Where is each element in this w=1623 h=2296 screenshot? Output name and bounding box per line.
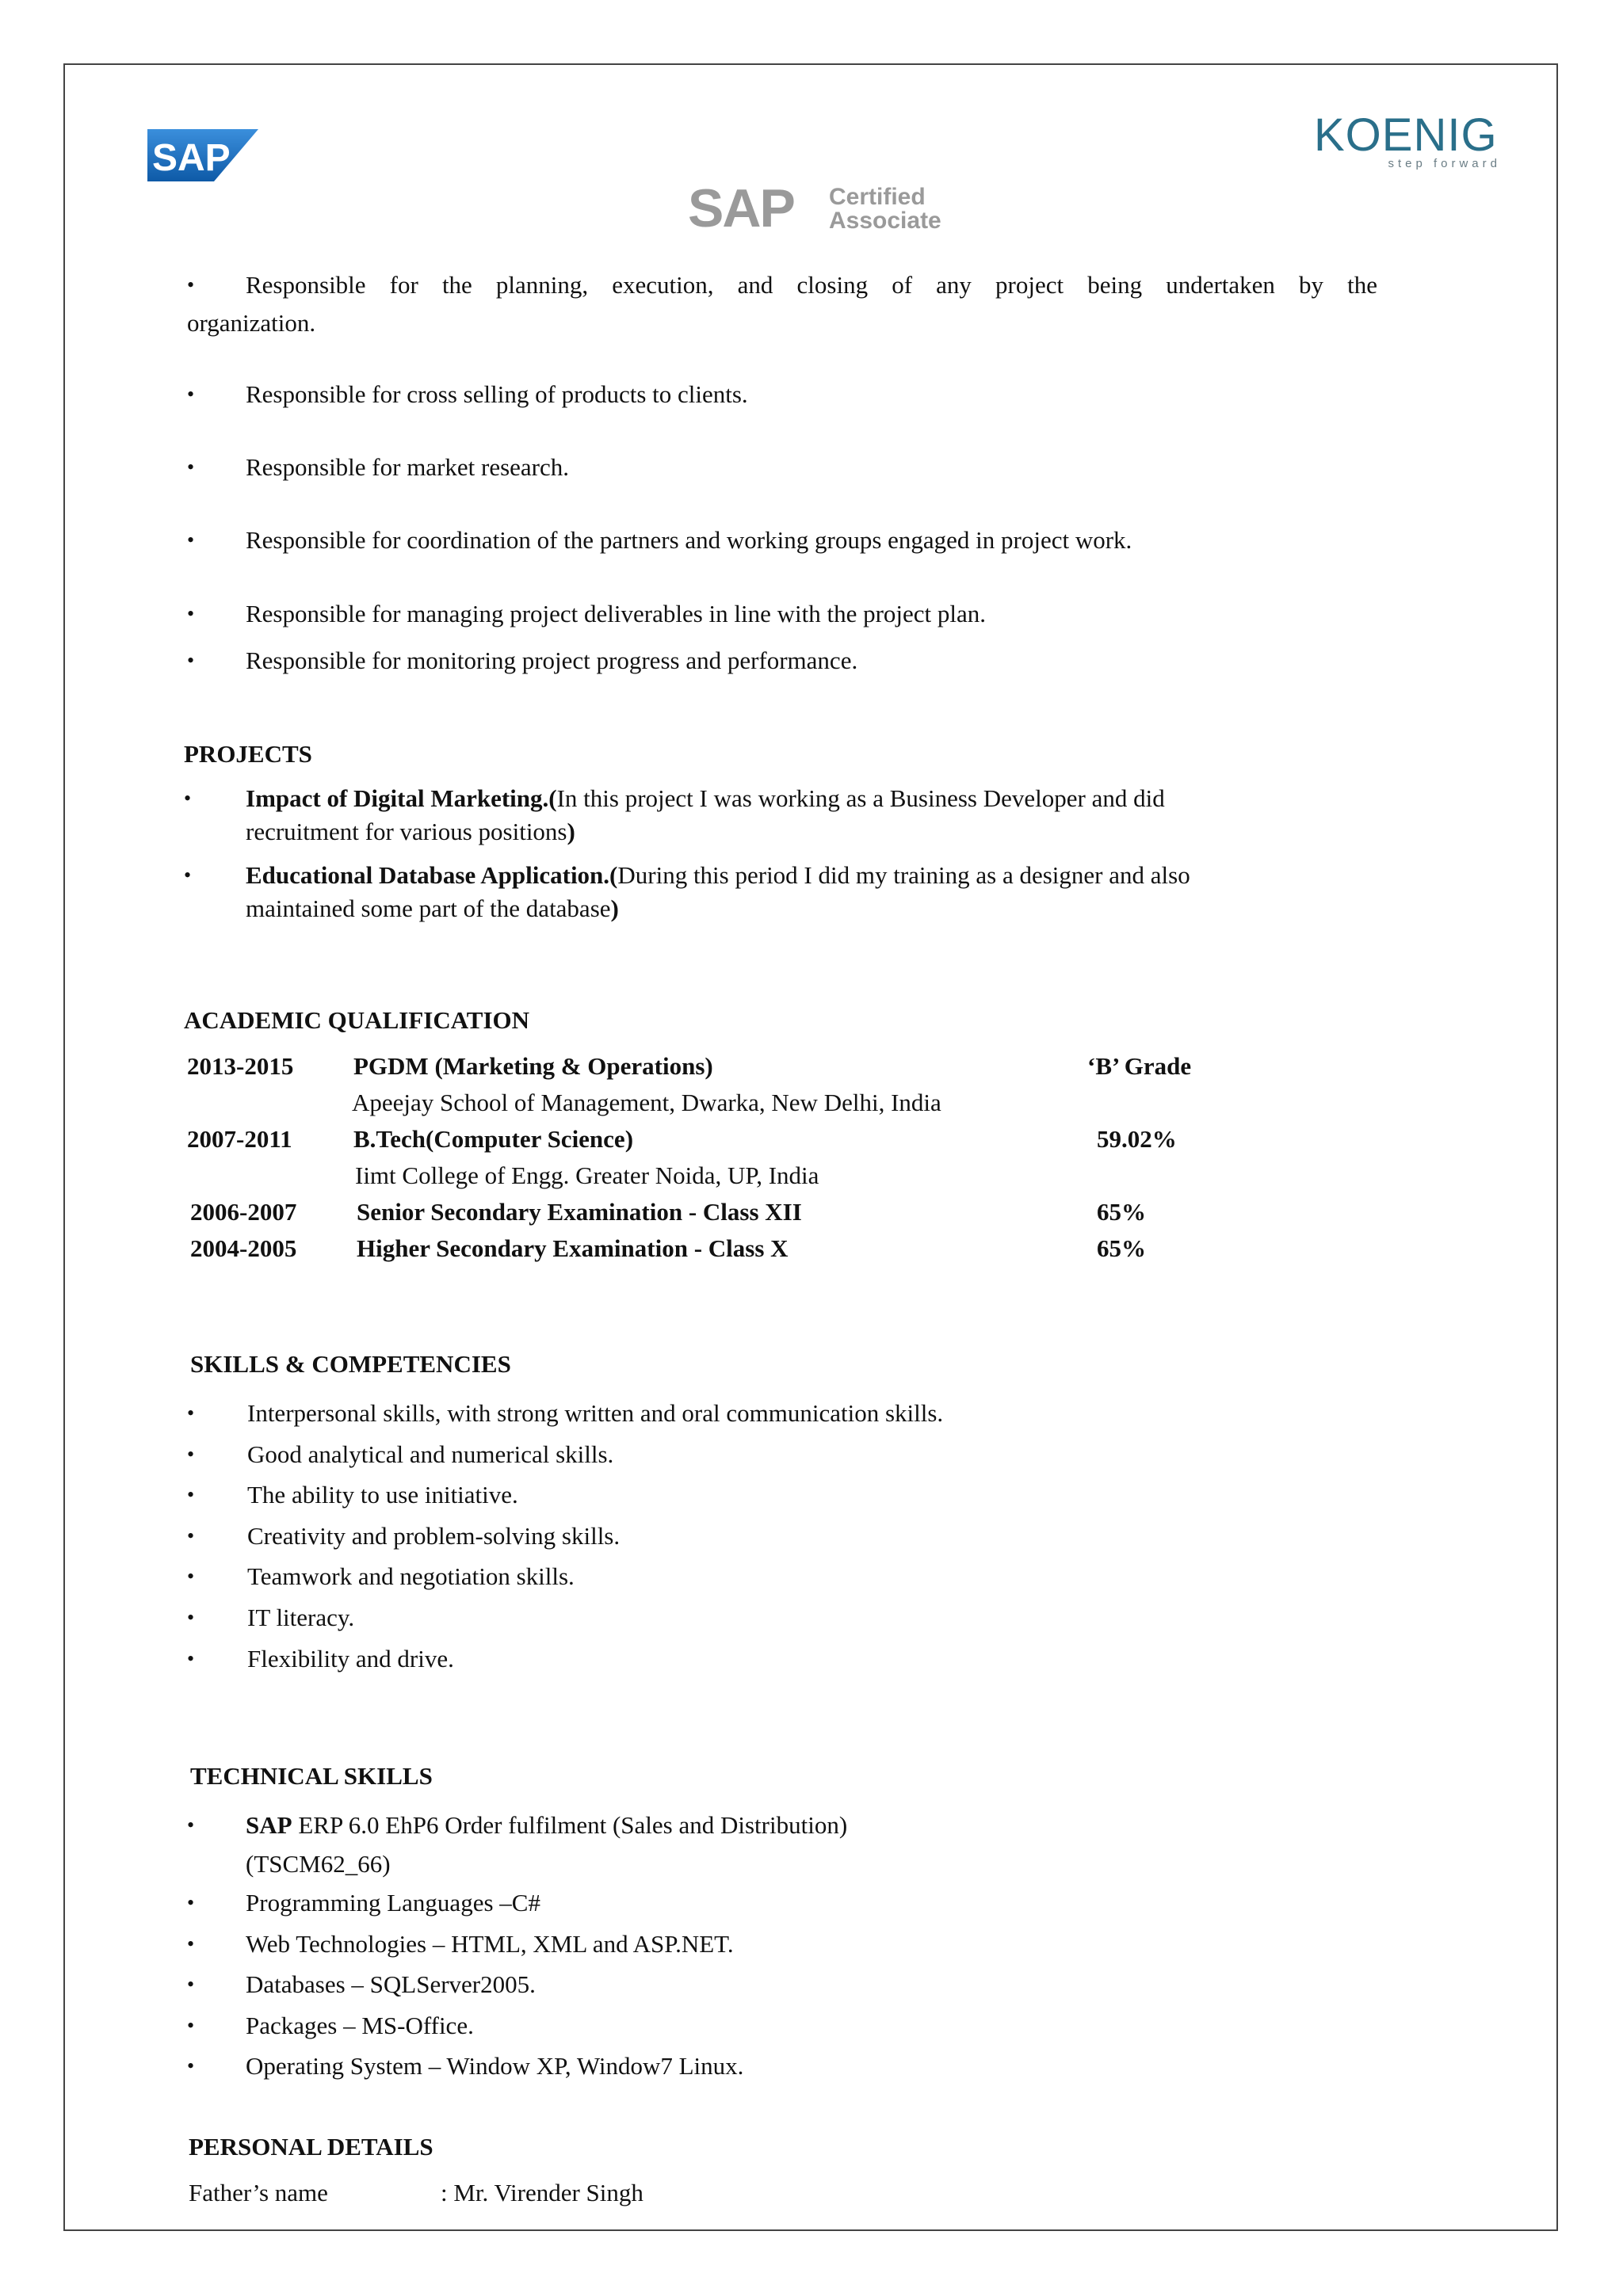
bullet: • [187, 649, 195, 672]
skill-item: Teamwork and negotiation skills. [247, 1562, 575, 1591]
technical-skill-item: Databases – SQLServer2005. [246, 1970, 536, 1999]
word: any [936, 271, 972, 299]
skill-item: Interpersonal skills, with strong written and oral communication skills. [247, 1399, 944, 1427]
father-name-label: Father’s name [189, 2179, 328, 2206]
technical-skills-heading: TECHNICAL SKILLS [190, 1762, 433, 1790]
technical-skill-item: Operating System – Window XP, Window7 Linux. [246, 2052, 744, 2081]
responsibility-item-cont: organization. [187, 309, 316, 337]
academic-institute: Apeejay School of Management, Dwarka, New Delhi, India [352, 1089, 941, 1116]
academic-institute: Iimt College of Engg. Greater Noida, UP, India [355, 1161, 819, 1189]
project-description: recruitment for various positions [246, 818, 567, 845]
bullet: • [184, 787, 192, 810]
word: for [389, 271, 418, 299]
technical-skill-item: Programming Languages –C# [246, 1889, 540, 1917]
bullet: • [187, 456, 195, 479]
responsibility-item: Responsible for managing project deliverables in line with the project plan. [246, 600, 987, 627]
project-description: During this period I did my training as a designer and also [617, 861, 1190, 889]
bullet: • [187, 1814, 195, 1836]
skill-item: The ability to use initiative. [247, 1481, 518, 1509]
skill-item: Creativity and problem-solving skills. [247, 1521, 621, 1550]
responsibility-item: Responsible for monitoring project progress and performance. [246, 646, 858, 674]
project-title: Educational Database Application.( [246, 861, 618, 889]
bullet: • [187, 1606, 195, 1629]
bullet: • [184, 864, 192, 887]
word: execution, [612, 271, 714, 299]
project-description: In this project I was working as a Business Developer and did [556, 784, 1165, 812]
skill-item: Flexibility and drive. [247, 1644, 454, 1672]
bullet: • [187, 602, 195, 625]
responsibility-item: Responsible for coordination of the partners and working groups engaged in project work. [246, 526, 1132, 554]
project-title: Impact of Digital Marketing.( [246, 784, 557, 812]
bullet: • [187, 1524, 195, 1547]
academic-year: 2013-2015 [187, 1052, 294, 1080]
responsibility-item: Responsible for cross selling of products to clients. [246, 380, 748, 408]
word: Responsible [246, 271, 366, 299]
word: undertaken [1166, 271, 1275, 299]
academic-degree: Senior Secondary Examination - Class XII [357, 1198, 802, 1226]
bullet: • [187, 2054, 195, 2078]
project-item [246, 783, 1165, 814]
bullet: • [187, 528, 195, 551]
academic-grade: 65% [1097, 1234, 1146, 1262]
project-description: maintained some part of the database [246, 894, 611, 922]
word: the [441, 271, 472, 299]
skill-item: IT literacy. [247, 1604, 355, 1631]
projects-heading: PROJECTS [184, 740, 312, 768]
project-item [246, 860, 1190, 891]
project-close-paren: ) [567, 818, 575, 845]
academic-grade: 65% [1097, 1198, 1146, 1226]
project-item-cont [246, 816, 575, 848]
academic-degree: B.Tech(Computer Science) [353, 1125, 634, 1153]
bullet: • [187, 1402, 195, 1425]
bullet: • [187, 1442, 195, 1466]
sap-description: ERP 6.0 EhP6 Order fulfilment (Sales and Distribution) [292, 1811, 848, 1839]
father-name-value: : Mr. Virender Singh [441, 2179, 643, 2206]
word: closing [796, 271, 869, 299]
academic-degree: PGDM (Marketing & Operations) [353, 1052, 713, 1080]
skills-heading: SKILLS & COMPETENCIES [190, 1350, 511, 1378]
academic-grade: 59.02% [1097, 1125, 1177, 1153]
koenig-logo: KOENIG step forward [1314, 109, 1501, 170]
sap-certified-associate-logo: SAP Certified Associate [688, 178, 941, 238]
bullet: • [187, 1932, 195, 1955]
academic-degree: Higher Secondary Examination - Class X [357, 1234, 789, 1262]
project-item-cont [246, 893, 619, 925]
bullet: • [187, 1973, 195, 1997]
word: being [1087, 271, 1143, 299]
bullet: • [187, 383, 195, 406]
word: the [1347, 271, 1377, 299]
academic-year: 2004-2005 [190, 1234, 297, 1262]
sap-logo [147, 129, 258, 183]
bullet: • [187, 1646, 195, 1670]
word: by [1299, 271, 1324, 299]
word: planning, [495, 271, 589, 299]
bullet: • [187, 273, 195, 296]
technical-skill-item-sap [246, 1810, 847, 1841]
project-close-paren: ) [610, 894, 619, 922]
bullet: • [187, 1483, 195, 1507]
word: of [892, 271, 913, 299]
responsibility-item [246, 269, 1377, 301]
technical-skill-item: Web Technologies – HTML, XML and ASP.NET. [246, 1929, 734, 1958]
bullet: • [187, 1565, 195, 1589]
academic-heading: ACADEMIC QUALIFICATION [184, 1006, 530, 1034]
personal-details-heading: PERSONAL DETAILS [189, 2133, 433, 2161]
skill-item: Good analytical and numerical skills. [247, 1440, 614, 1468]
svg-text:SAP: SAP [152, 137, 231, 179]
responsibility-item: Responsible for market research. [246, 453, 570, 481]
word: project [995, 271, 1064, 299]
technical-skill-sap-code: (TSCM62_66) [246, 1850, 391, 1878]
bullet: • [187, 2013, 195, 2037]
bullet: • [187, 1891, 195, 1914]
technical-skill-item: Packages – MS-Office. [246, 2011, 474, 2039]
academic-year: 2006-2007 [190, 1198, 297, 1226]
academic-grade: ‘B’ Grade [1087, 1052, 1192, 1080]
academic-year: 2007-2011 [187, 1125, 292, 1153]
sap-label: SAP [246, 1811, 292, 1839]
word: and [737, 271, 773, 299]
